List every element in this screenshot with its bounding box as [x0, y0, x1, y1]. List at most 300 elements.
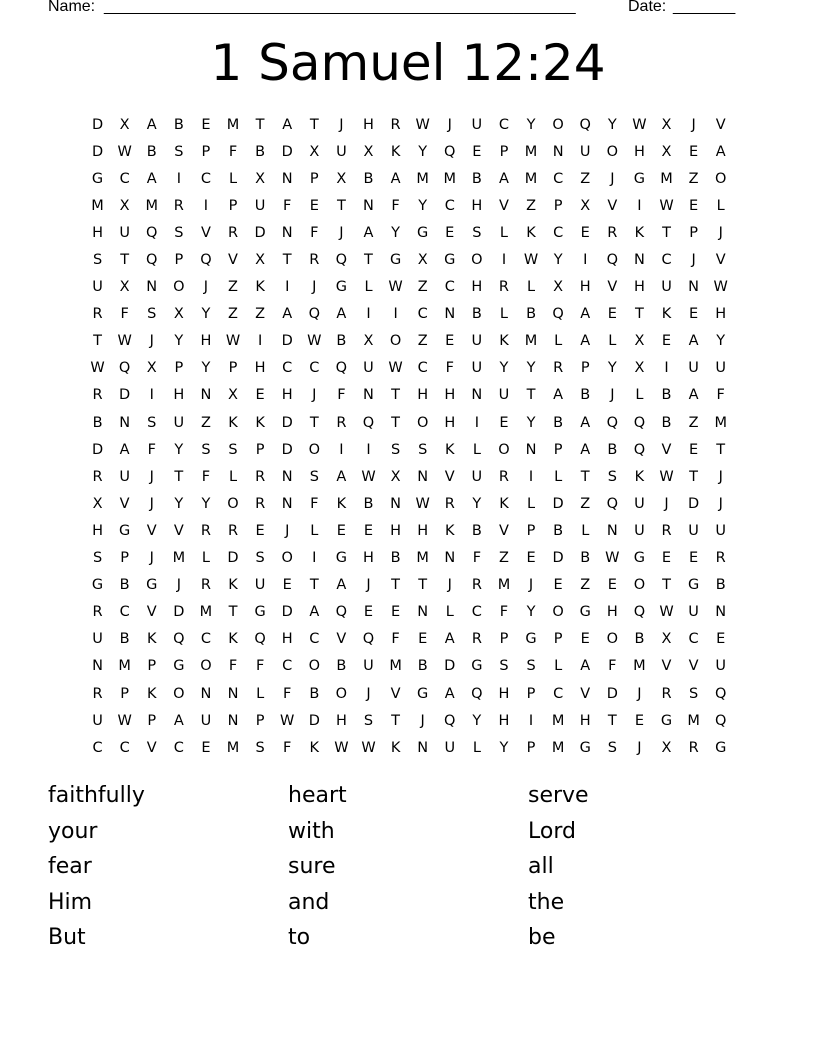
grid-letter: A — [282, 306, 293, 323]
grid-letter: Y — [174, 495, 184, 512]
grid-letter: G — [715, 739, 727, 756]
grid-letter: I — [501, 252, 507, 269]
grid-letter: F — [283, 739, 292, 756]
grid-letter: X — [634, 333, 645, 350]
grid-letter: C — [553, 224, 564, 241]
grid-letter: Q — [362, 414, 375, 431]
grid-letter: G — [389, 252, 402, 269]
grid-letter: E — [309, 197, 319, 214]
grid-letter: J — [312, 387, 317, 404]
grid-letter: Y — [174, 333, 184, 350]
grid-letter: M — [551, 739, 565, 756]
name-label: Name: — [48, 0, 96, 15]
grid-letter: R — [471, 577, 482, 594]
grid-letter: R — [336, 414, 347, 431]
grid-letter: A — [336, 306, 347, 323]
grid-letter: E — [634, 712, 644, 729]
grid-letter: N — [417, 604, 429, 621]
grid-letter: S — [92, 252, 103, 269]
grid-letter: A — [146, 170, 157, 187]
grid-letter: T — [391, 387, 400, 404]
grid-letter: R — [553, 360, 564, 377]
grid-letter: I — [257, 333, 263, 350]
grid-letter: B — [553, 522, 564, 539]
grid-letter: I — [366, 306, 371, 323]
grid-letter: W — [523, 252, 539, 269]
grid-letter: P — [120, 550, 130, 567]
grid-letter: A — [309, 604, 320, 621]
grid-letter: X — [92, 495, 103, 512]
grid-letter: M — [199, 604, 213, 621]
grid-letter: P — [147, 712, 157, 729]
grid-letter: E — [716, 631, 726, 648]
grid-row — [84, 463, 734, 490]
grid-letter: D — [688, 495, 700, 512]
grid-letter: U — [634, 495, 645, 512]
grid-letter: K — [390, 739, 401, 756]
grid-letter: B — [255, 143, 266, 160]
grid-letter: C — [309, 631, 320, 648]
grid-letter: V — [228, 252, 238, 269]
grid-letter: L — [201, 550, 210, 567]
grid-letter: S — [472, 224, 482, 241]
grid-letter: S — [390, 441, 401, 458]
grid-letter: D — [552, 495, 564, 512]
grid-letter: S — [689, 685, 699, 702]
grid-letter: Q — [444, 143, 456, 160]
grid-letter: W — [117, 712, 132, 729]
grid-letter: H — [254, 360, 266, 377]
grid-letter: E — [418, 631, 428, 648]
grid-letter: L — [445, 604, 454, 621]
grid-letter: F — [283, 685, 292, 702]
grid-letter: L — [364, 279, 373, 296]
grid-letter: A — [580, 414, 591, 431]
grid-letter: P — [553, 631, 563, 648]
grid-letter: I — [149, 387, 154, 404]
grid-letter: G — [335, 550, 348, 567]
grid-letter: G — [173, 658, 185, 675]
grid-letter: O — [552, 116, 564, 133]
grid-letter: O — [173, 279, 185, 296]
grid-letter: Y — [391, 224, 400, 241]
grid-letter: L — [527, 495, 536, 512]
grid-row — [84, 517, 734, 544]
grid-letter: U — [92, 279, 103, 296]
grid-letter: V — [146, 739, 157, 756]
grid-letter: Z — [228, 306, 238, 323]
grid-letter: W — [632, 116, 647, 133]
grid-letter: T — [309, 414, 319, 431]
grid-letter: D — [119, 387, 131, 404]
grid-letter: P — [255, 712, 265, 729]
word-row — [48, 849, 768, 885]
grid-letter: M — [687, 712, 700, 729]
header — [48, 0, 748, 20]
grid-letter: C — [282, 658, 293, 675]
grid-letter: G — [417, 685, 429, 702]
grid-letter: B — [580, 550, 591, 567]
grid-letter: E — [661, 333, 672, 350]
grid-letter: S — [255, 550, 265, 567]
grid-letter: G — [633, 170, 646, 187]
grid-letter: T — [93, 333, 102, 350]
grid-letter: I — [176, 170, 181, 187]
grid-letter: L — [554, 468, 563, 485]
grid-letter: Z — [580, 495, 591, 512]
grid-letter: O — [606, 631, 619, 648]
grid-letter: L — [256, 685, 265, 702]
grid-letter: W — [388, 279, 403, 296]
grid-letter: T — [662, 577, 671, 594]
grid-letter: I — [528, 712, 534, 729]
grid-letter: Z — [417, 279, 428, 296]
grid-letter: E — [580, 631, 590, 648]
grid-letter: V — [715, 116, 726, 133]
grid-letter: U — [336, 143, 347, 160]
grid-letter: K — [146, 631, 157, 648]
grid-letter: Q — [606, 495, 619, 512]
grid-letter: W — [659, 468, 674, 485]
grid-letter: B — [661, 387, 672, 404]
grid-letter: I — [637, 197, 642, 214]
grid-letter: M — [145, 197, 158, 214]
grid-letter: L — [581, 522, 590, 539]
grid-letter: O — [498, 441, 510, 458]
grid-letter: K — [634, 468, 645, 485]
word-item: fear — [48, 854, 92, 879]
grid-letter: W — [361, 739, 376, 756]
grid-row — [84, 680, 734, 707]
grid-letter: H — [633, 279, 645, 296]
grid-letter: G — [579, 739, 591, 756]
grid-letter: R — [92, 685, 103, 702]
grid-letter: U — [254, 577, 266, 594]
grid-letter: H — [579, 712, 591, 729]
grid-letter: R — [444, 495, 455, 512]
grid-letter: N — [281, 495, 293, 512]
grid-letter: A — [715, 143, 726, 160]
grid-letter: E — [580, 224, 590, 241]
grid-letter: T — [309, 577, 319, 594]
grid-letter: T — [391, 712, 400, 729]
grid-row — [84, 246, 734, 273]
grid-letter: M — [524, 170, 538, 187]
grid-letter: G — [119, 522, 131, 539]
grid-row — [84, 301, 734, 328]
grid-letter: M — [633, 658, 646, 675]
grid-letter: Q — [254, 631, 266, 648]
grid-letter: J — [691, 252, 696, 269]
grid-letter: P — [553, 441, 563, 458]
word-item: be — [528, 925, 556, 950]
word-item: serve — [528, 783, 589, 808]
grid-letter: H — [390, 522, 402, 539]
word-item: to — [288, 925, 311, 950]
grid-letter: A — [173, 712, 184, 729]
grid-letter: K — [309, 739, 320, 756]
grid-letter: S — [174, 224, 184, 241]
word-row — [48, 814, 768, 850]
grid-letter: Z — [580, 577, 591, 594]
grid-letter: V — [444, 468, 455, 485]
grid-letter: C — [200, 631, 211, 648]
grid-letter: J — [718, 495, 723, 512]
grid-row — [84, 355, 734, 382]
grid-letter: P — [526, 522, 536, 539]
grid-letter: Q — [308, 306, 320, 323]
grid-letter: C — [282, 360, 293, 377]
grid-letter: Q — [471, 685, 483, 702]
grid-letter: U — [688, 522, 699, 539]
grid-letter: J — [366, 577, 371, 594]
grid-letter: Y — [201, 306, 211, 323]
grid-letter: U — [715, 360, 727, 377]
grid-letter: R — [92, 468, 103, 485]
grid-letter: V — [688, 658, 699, 675]
grid-letter: W — [659, 604, 674, 621]
grid-letter: N — [363, 387, 374, 404]
grid-letter: B — [634, 631, 645, 648]
grid-letter: R — [661, 685, 672, 702]
grid-letter: D — [91, 441, 104, 458]
grid-letter: A — [336, 577, 347, 594]
grid-letter: M — [443, 170, 457, 187]
grid-letter: R — [92, 387, 103, 404]
grid-letter: X — [336, 170, 347, 187]
grid-letter: X — [119, 116, 130, 133]
grid-letter: J — [149, 550, 154, 567]
grid-letter: U — [471, 333, 483, 350]
grid-letter: P — [309, 170, 319, 187]
grid-letter: B — [471, 306, 482, 323]
grid-letter: A — [336, 468, 347, 485]
grid-letter: R — [309, 252, 320, 269]
grid-letter: D — [281, 604, 293, 621]
grid-letter: I — [393, 306, 398, 323]
grid-letter: V — [200, 224, 211, 241]
grid-letter: A — [390, 170, 401, 187]
grid-letter: S — [228, 441, 238, 458]
grid-letter: Q — [606, 252, 619, 269]
grid-letter: W — [90, 360, 105, 377]
grid-letter: H — [579, 279, 591, 296]
word-item: with — [288, 818, 335, 844]
grid-letter: V — [498, 197, 509, 214]
grid-row — [84, 490, 734, 517]
grid-letter: N — [417, 739, 429, 756]
word-row — [48, 920, 768, 956]
grid-letter: Z — [526, 197, 537, 214]
grid-letter: F — [716, 387, 725, 404]
grid-letter: V — [498, 522, 509, 539]
grid-letter: B — [363, 495, 374, 512]
grid-letter: P — [553, 197, 563, 214]
grid-letter: E — [363, 522, 374, 539]
grid-letter: O — [308, 658, 320, 675]
grid-letter: D — [552, 550, 564, 567]
grid-letter: Y — [499, 739, 509, 756]
grid-letter: Q — [335, 252, 348, 269]
grid-letter: X — [553, 279, 564, 296]
name-field-line: _____________________________________________________ — [104, 0, 576, 15]
grid-letter: P — [499, 631, 509, 648]
letter-grid — [84, 111, 734, 761]
grid-letter: L — [310, 522, 319, 539]
grid-letter: G — [660, 712, 673, 729]
grid-letter: G — [335, 279, 348, 296]
grid-letter: U — [119, 224, 130, 241]
grid-letter: L — [554, 658, 563, 675]
grid-letter: U — [471, 468, 483, 485]
word-item: the — [528, 889, 565, 915]
grid-letter: Y — [472, 495, 482, 512]
grid-letter: E — [445, 224, 455, 241]
grid-letter: C — [119, 170, 130, 187]
grid-letter: X — [634, 360, 645, 377]
grid-letter: C — [553, 170, 564, 187]
grid-letter: U — [688, 360, 699, 377]
grid-letter: E — [201, 739, 211, 756]
grid-letter: T — [418, 577, 428, 594]
grid-letter: S — [147, 414, 157, 431]
grid-letter: D — [606, 685, 618, 702]
grid-letter: P — [580, 360, 590, 377]
grid-letter: B — [390, 550, 401, 567]
grid-letter: K — [499, 495, 509, 512]
grid-letter: D — [173, 604, 185, 621]
grid-letter: U — [173, 414, 185, 431]
grid-letter: Z — [200, 414, 211, 431]
grid-letter: I — [312, 550, 317, 567]
grid-letter: K — [255, 414, 265, 431]
grid-letter: G — [579, 604, 591, 621]
grid-letter: Y — [553, 252, 563, 269]
grid-letter: T — [580, 468, 590, 485]
grid-letter: O — [633, 577, 646, 594]
grid-letter: D — [91, 116, 104, 133]
grid-letter: U — [498, 387, 510, 404]
grid-letter: C — [661, 252, 672, 269]
grid-letter: X — [255, 252, 266, 269]
grid-letter: N — [227, 712, 239, 729]
grid-letter: R — [471, 631, 482, 648]
grid-letter: E — [689, 550, 699, 567]
grid-letter: T — [255, 116, 265, 133]
grid-letter: N — [552, 143, 564, 160]
grid-letter: Q — [146, 252, 158, 269]
grid-letter: G — [91, 577, 104, 594]
grid-letter: U — [92, 712, 103, 729]
grid-letter: G — [444, 252, 456, 269]
grid-letter: K — [445, 441, 455, 458]
grid-letter: W — [334, 739, 349, 756]
grid-letter: G — [687, 577, 700, 594]
grid-letter: B — [471, 522, 482, 539]
grid-letter: Y — [201, 495, 211, 512]
grid-letter: T — [336, 197, 346, 214]
grid-letter: B — [526, 306, 537, 323]
grid-letter: P — [526, 685, 536, 702]
grid-letter: M — [497, 577, 511, 594]
grid-letter: E — [363, 604, 374, 621]
grid-letter: T — [282, 252, 292, 269]
grid-letter: V — [173, 522, 184, 539]
grid-letter: E — [282, 577, 292, 594]
grid-letter: Q — [633, 414, 646, 431]
grid-letter: N — [525, 441, 537, 458]
grid-letter: L — [228, 170, 238, 187]
grid-letter: X — [580, 197, 591, 214]
grid-letter: R — [607, 224, 618, 241]
grid-letter: K — [390, 143, 401, 160]
grid-letter: V — [119, 495, 130, 512]
grid-letter: M — [524, 333, 538, 350]
grid-letter: A — [146, 116, 157, 133]
grid-letter: A — [688, 333, 699, 350]
grid-row — [84, 653, 734, 680]
grid-letter: P — [120, 685, 130, 702]
grid-letter: J — [176, 577, 181, 594]
grid-letter: D — [254, 224, 266, 241]
grid-letter: X — [228, 387, 238, 404]
grid-letter: C — [471, 604, 482, 621]
grid-letter: A — [363, 224, 374, 241]
grid-letter: P — [689, 224, 698, 241]
grid-row — [84, 192, 734, 219]
grid-letter: Q — [173, 631, 185, 648]
grid-letter: N — [200, 685, 212, 702]
grid-letter: N — [633, 252, 645, 269]
grid-letter: M — [91, 197, 104, 214]
grid-letter: R — [227, 522, 239, 539]
grid-letter: D — [227, 550, 239, 567]
grid-letter: V — [580, 685, 591, 702]
grid-letter: Q — [146, 224, 158, 241]
grid-letter: Q — [362, 631, 375, 648]
grid-letter: R — [200, 577, 211, 594]
grid-letter: J — [366, 685, 371, 702]
grid-letter: X — [363, 333, 374, 350]
grid-letter: K — [228, 577, 238, 594]
grid-letter: U — [92, 631, 103, 648]
grid-letter: E — [472, 143, 482, 160]
grid-row — [84, 382, 734, 409]
grid-letter: J — [285, 522, 290, 539]
grid-letter: A — [498, 170, 509, 187]
grid-letter: H — [281, 631, 293, 648]
grid-letter: S — [201, 441, 211, 458]
grid-letter: U — [119, 468, 130, 485]
grid-letter: B — [336, 658, 347, 675]
word-item: your — [48, 818, 98, 844]
grid-letter: V — [146, 522, 157, 539]
grid-letter: P — [174, 252, 184, 269]
grid-letter: N — [92, 658, 103, 675]
grid-letter: E — [689, 306, 699, 323]
grid-letter: T — [174, 468, 184, 485]
grid-letter: K — [526, 224, 536, 241]
grid-letter: N — [281, 170, 293, 187]
grid-letter: L — [635, 387, 644, 404]
grid-letter: T — [716, 441, 726, 458]
grid-letter: N — [363, 197, 374, 214]
grid-letter: V — [390, 685, 401, 702]
grid-letter: L — [472, 739, 481, 756]
grid-letter: R — [92, 306, 103, 323]
grid-letter: M — [524, 143, 538, 160]
grid-letter: Y — [526, 116, 536, 133]
